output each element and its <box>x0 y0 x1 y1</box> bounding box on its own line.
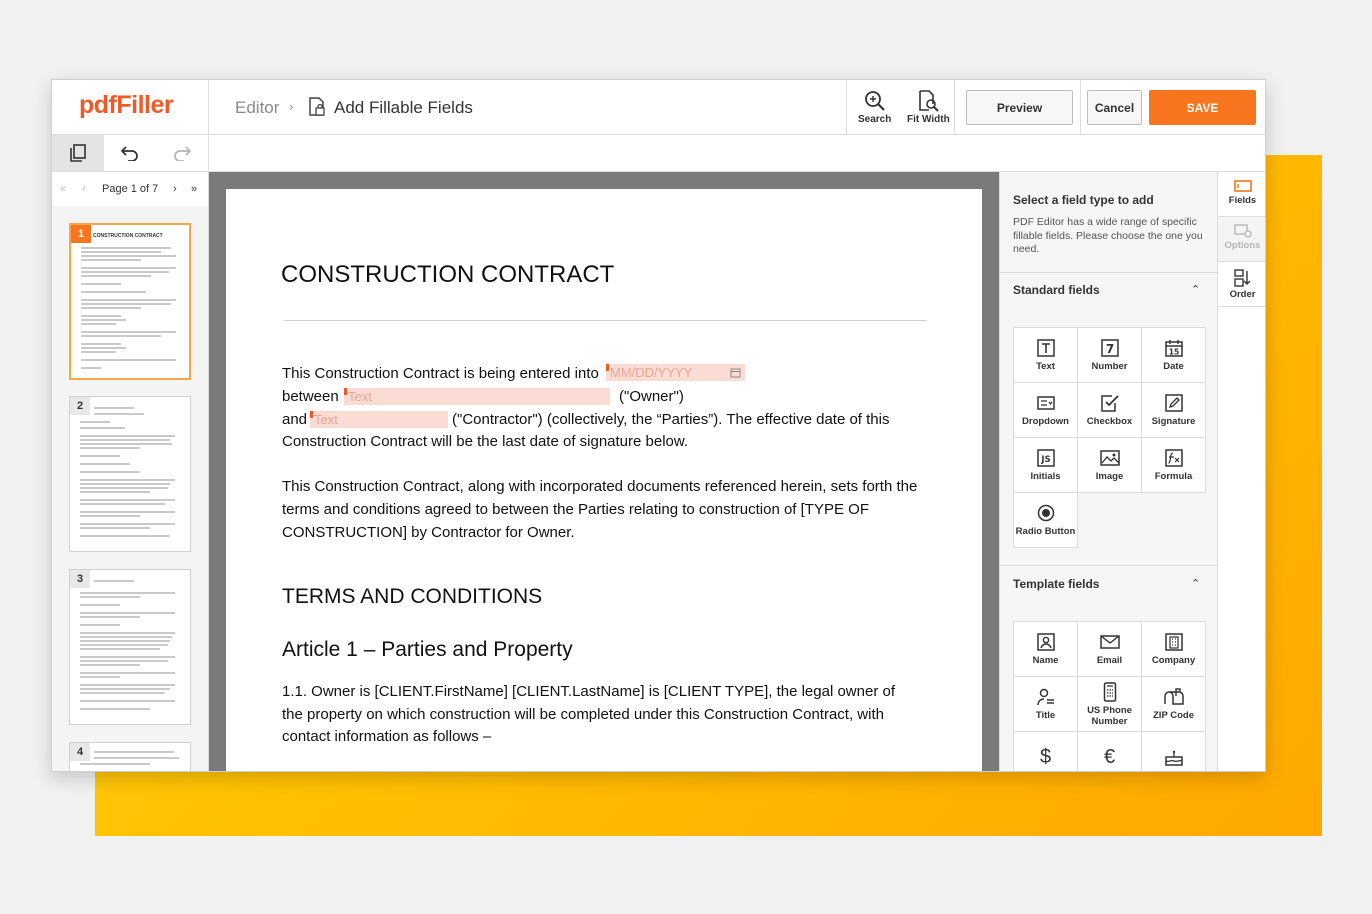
thumbnail-title: CONSTRUCTION CONTRACT <box>93 233 163 239</box>
redo-button[interactable] <box>156 135 208 171</box>
page-thumbnail[interactable] <box>69 742 191 772</box>
radio-button-field-button[interactable]: Radio Button <box>1014 493 1078 548</box>
fit-width-label: Fit Width <box>907 114 950 125</box>
number-field-button[interactable]: 7 Number <box>1078 328 1142 383</box>
side-tabs <box>1217 172 1266 772</box>
tab-order[interactable] <box>1218 262 1266 307</box>
paragraph-line: ("Owner") <box>619 388 684 405</box>
divider <box>954 80 955 135</box>
divider <box>846 80 847 135</box>
email-icon <box>1100 634 1120 650</box>
page-title: Add Fillable Fields <box>334 98 473 117</box>
page-thumbnail[interactable] <box>69 223 191 380</box>
signature-icon <box>1165 394 1183 412</box>
standard-fields-grid <box>1013 327 1206 548</box>
options-icon <box>1234 224 1252 238</box>
pages-toggle-button[interactable] <box>52 135 104 171</box>
currency-usd-field-button[interactable] <box>1014 732 1078 772</box>
logo[interactable]: pdfFiller <box>79 91 174 119</box>
undo-button[interactable] <box>104 135 156 171</box>
formula-icon <box>1165 449 1183 467</box>
cancel-button[interactable]: Cancel <box>1087 90 1142 125</box>
prev-page-icon[interactable]: ‹ <box>82 183 86 195</box>
field-types-panel <box>999 172 1217 772</box>
company-field-button[interactable]: Company <box>1142 622 1206 677</box>
panel-title: Select a field type to add <box>1013 193 1154 207</box>
name-icon <box>1037 633 1055 651</box>
thumbnail-number: 2 <box>70 397 90 415</box>
paragraph-line: between <box>282 388 339 405</box>
image-field-button[interactable]: Image <box>1078 438 1142 493</box>
search-label: Search <box>858 114 892 125</box>
standard-fields-heading[interactable]: Standard fields <box>1013 283 1100 297</box>
breadcrumb-editor[interactable]: Editor <box>235 98 280 117</box>
text-icon <box>1037 339 1055 357</box>
order-icon <box>1234 269 1252 287</box>
page-navigator <box>52 172 208 206</box>
search-tool[interactable] <box>858 90 891 125</box>
image-icon <box>1100 450 1120 466</box>
signature-field-button[interactable]: Signature <box>1142 383 1206 438</box>
svg-text:JS: JS <box>1040 455 1051 465</box>
left-toolbar <box>52 135 208 172</box>
text-field-placeholder: Text <box>314 412 338 427</box>
dollar-icon: $ <box>1039 746 1052 768</box>
paragraph-line: This Construction Contract is being entered into <box>282 365 599 382</box>
mailbox-icon <box>1164 688 1184 706</box>
fit-width-icon <box>917 90 939 112</box>
page-thumbnails <box>52 206 208 772</box>
template-fields-grid <box>1013 621 1206 772</box>
text-field-placeholder: Text <box>348 389 372 404</box>
divider <box>208 80 209 135</box>
tab-fields[interactable] <box>1218 172 1266 217</box>
title-icon <box>1037 688 1055 706</box>
initials-field-button[interactable]: JS Initials <box>1014 438 1078 493</box>
first-page-icon[interactable]: « <box>60 183 67 195</box>
paragraph-line: terms and conditions agreed to between the Parties relating to construction of [TYPE OF <box>282 501 869 518</box>
editor-window <box>51 79 1266 772</box>
chevron-up-icon[interactable]: ⌃ <box>1191 578 1201 590</box>
svg-text:15: 15 <box>1168 347 1179 357</box>
paragraph-line: the property on which construction will be completed under this Construction Contract, with <box>282 706 884 723</box>
document-viewport[interactable] <box>209 172 999 772</box>
date-field-placeholder: MM/DD/YYYY <box>610 365 693 380</box>
page-thumbnail[interactable] <box>69 569 191 725</box>
initials-icon <box>1037 449 1055 467</box>
paragraph-line: 1.1. Owner is [CLIENT.FirstName] [CLIENT.LastName] is [CLIENT TYPE], the legal owner of <box>282 683 895 700</box>
section-heading: TERMS AND CONDITIONS <box>282 585 543 608</box>
last-page-icon[interactable]: » <box>191 183 198 195</box>
zip-code-field-button[interactable]: ZIP Code <box>1142 677 1206 732</box>
toolbar-strip <box>209 135 1266 172</box>
checkbox-icon <box>1101 394 1119 412</box>
company-icon <box>1165 633 1183 651</box>
title-field-button[interactable]: Title <box>1014 677 1078 732</box>
undo-icon <box>120 145 140 161</box>
document-page <box>226 189 982 772</box>
number-icon <box>1101 339 1119 357</box>
page-thumbnail[interactable] <box>69 396 191 552</box>
tab-options-label: Options <box>1224 240 1261 251</box>
divider <box>1080 80 1081 135</box>
chevron-up-icon[interactable]: ⌃ <box>1191 284 1201 296</box>
save-button[interactable]: SAVE <box>1149 90 1256 125</box>
fields-icon <box>1234 179 1252 193</box>
panel-description: PDF Editor has a wide range of specific fillable fields. Please choose the one you need. <box>1013 216 1203 255</box>
dropdown-icon <box>1037 395 1055 411</box>
phone-icon <box>1103 682 1117 702</box>
pages-icon <box>69 144 87 162</box>
owner-text-field[interactable] <box>344 388 610 405</box>
preview-button[interactable]: Preview <box>966 90 1073 125</box>
email-field-button[interactable]: Email <box>1078 622 1142 677</box>
redo-icon <box>172 145 192 161</box>
euro-icon: € <box>1103 746 1116 768</box>
paragraph-line: CONSTRUCTION] by Contractor for Owner. <box>282 524 575 541</box>
text-field-button[interactable]: Text <box>1014 328 1078 383</box>
divider <box>284 320 927 321</box>
contractor-text-field[interactable] <box>310 411 448 428</box>
svg-text:7: 7 <box>1105 342 1114 356</box>
date-field[interactable] <box>606 364 745 381</box>
paragraph-line: ("Contractor") (collectively, the “Parties”). The effective date of this <box>452 411 890 428</box>
radio-button-icon <box>1037 504 1055 522</box>
template-fields-heading[interactable]: Template fields <box>1013 577 1100 591</box>
page-indicator: Page 1 of 7 <box>102 183 159 195</box>
paragraph-line: Construction Contract will be the last date of signature below. <box>282 433 689 450</box>
calendar-icon <box>1165 339 1183 357</box>
fillable-document-icon <box>308 97 326 117</box>
formula-field-button[interactable]: Formula <box>1142 438 1206 493</box>
paragraph-line: This Construction Contract, along with incorporated documents referenced herein, sets forth the <box>282 478 918 495</box>
us-phone-number-field-button[interactable]: US Phone Number <box>1078 677 1142 732</box>
birthday-field-button[interactable] <box>1142 732 1206 772</box>
section-heading: Article 1 – Parties and Property <box>282 638 573 661</box>
paragraph-line: contact information as follows – <box>282 728 492 745</box>
thumbnail-number: 3 <box>70 570 90 588</box>
thumbnail-number: 1 <box>71 225 91 243</box>
empty-cell <box>1142 493 1206 548</box>
paragraph-line: and <box>282 411 308 428</box>
thumbnail-number: 4 <box>70 743 90 761</box>
breadcrumb-separator: › <box>289 99 294 114</box>
header-bar <box>52 80 1266 135</box>
date-field-button[interactable]: 15 Date <box>1142 328 1206 383</box>
calendar-icon <box>730 367 741 378</box>
tab-order-label: Order <box>1229 289 1256 300</box>
next-page-icon[interactable]: › <box>173 183 177 195</box>
document-title: CONSTRUCTION CONTRACT <box>281 261 615 288</box>
tab-options[interactable] <box>1218 217 1266 262</box>
currency-eur-field-button[interactable] <box>1078 732 1142 772</box>
cake-icon <box>1165 750 1183 766</box>
fit-width-tool[interactable] <box>907 90 950 125</box>
empty-cell <box>1078 493 1142 548</box>
search-icon <box>864 90 886 112</box>
name-field-button[interactable]: Name <box>1014 622 1078 677</box>
dropdown-field-button[interactable]: Dropdown <box>1014 383 1078 438</box>
divider <box>1000 272 1217 273</box>
divider <box>1000 565 1217 566</box>
tab-fields-label: Fields <box>1228 195 1257 206</box>
checkbox-field-button[interactable]: Checkbox <box>1078 383 1142 438</box>
